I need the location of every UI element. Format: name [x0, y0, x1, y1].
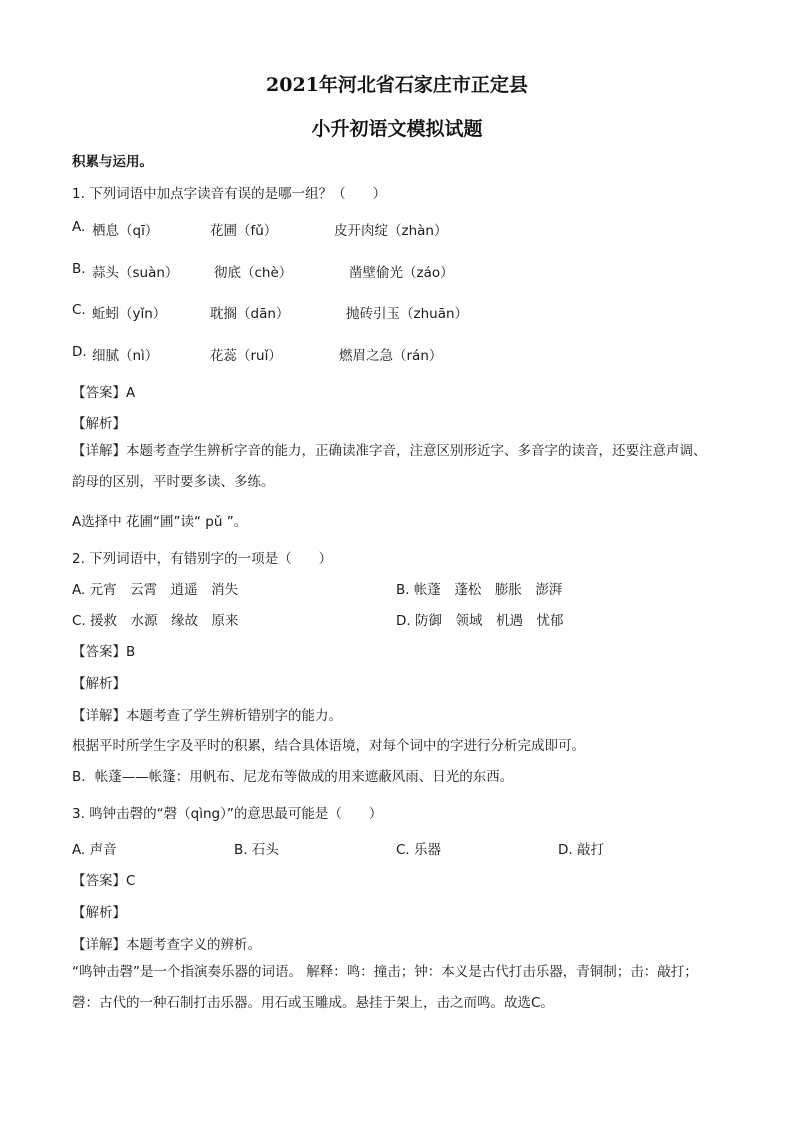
q1-option-d-label: D. — [72, 344, 87, 360]
q1-option-c-label: C. — [72, 302, 86, 318]
q1-detail-label: 【详解】 — [72, 443, 126, 459]
q1-option-c-word2: 耽搁（dān） — [210, 306, 290, 322]
q1-option-b-word2: 彻底（chè） — [214, 265, 293, 281]
q1-note: A选择中 花圃“圃”读“ pǔ ”。 — [72, 514, 248, 530]
q1-option-b-word3: 凿壁偷光（záo） — [349, 265, 454, 281]
q1-option-d-word3: 燃眉之急（rán） — [339, 348, 443, 364]
q1-option-d-word1: 细腻（nì） — [92, 348, 159, 364]
q2-para1: 根据平时所学生字及平时的积累，结合具体语境，对每个词中的字进行分析完成即可。 — [72, 738, 585, 754]
q1-detail — [72, 436, 712, 498]
q2-para2: B．帐蓬——帐篷：用帆布、尼龙布等做成的用来遮蔽风雨、日光的东西。 — [72, 769, 514, 785]
q3-option-c: C. 乐器 — [396, 842, 442, 858]
q2-option-c: C. 援救 水源 缘故 原来 — [72, 613, 239, 629]
q1-answer: 【答案】A — [72, 385, 136, 401]
q2-analysis-tag: 【解析】 — [72, 676, 126, 692]
q3-stem: 3. 鸣钟击磬的“磬（qìng）”的意思最可能是（ ） — [72, 806, 383, 822]
q2-option-a: A. 元宵 云霄 逍遥 消失 — [72, 582, 239, 598]
q3-answer: 【答案】C — [72, 873, 136, 889]
q1-stem: 1. 下列词语中加点字读音有误的是哪一组？（ ） — [72, 186, 387, 202]
q1-detail-text: 本题考查学生辨析字音的能力，正确读准字音，注意区别形近字、多音字的读音，还要注意声调、韵母的区别，平时要多读、多练。 — [72, 443, 707, 490]
q1-option-d-word2: 花蕊（ruǐ） — [210, 348, 282, 364]
doc-title-line1: 2021年河北省石家庄市正定县 — [266, 74, 528, 96]
q3-detail-label: 【详解】 — [72, 937, 126, 953]
doc-title-line2: 小升初语文模拟试题 — [311, 118, 483, 140]
q3-detail — [72, 933, 261, 953]
q3-option-b: B. 石头 — [234, 842, 279, 858]
q1-option-c-word3: 抛砖引玉（zhuān） — [346, 306, 469, 322]
q1-option-a-label: A. — [72, 219, 86, 235]
q2-detail-text: 本题考查了学生辨析错别字的能力。 — [126, 708, 342, 724]
q3-option-d: D. 敲打 — [558, 842, 604, 858]
section-heading: 积累与运用。 — [72, 154, 153, 170]
q1-option-a-word2: 花圃（fǔ） — [210, 223, 278, 239]
q1-option-b-label: B. — [72, 261, 86, 277]
q2-detail — [72, 704, 342, 724]
q1-option-a-word1: 栖息（qī） — [92, 223, 159, 239]
q1-analysis-tag: 【解析】 — [72, 416, 126, 432]
q2-stem: 2. 下列词语中，有错别字的一项是（ ） — [72, 551, 333, 567]
q2-answer: 【答案】B — [72, 644, 136, 660]
q1-option-c-word1: 蚯蚓（yǐn） — [92, 306, 167, 322]
q3-analysis-tag: 【解析】 — [72, 905, 126, 921]
q1-option-a-word3: 皮开肉绽（zhàn） — [334, 223, 448, 239]
q3-explanation: “鸣钟击磬”是一个指演奏乐器的词语。 解释：鸣：撞击；钟：本义是古代打击乐器，青铜制；击：敲打；磬：古代的一种石制打击乐器。用石或玉雕成。悬挂于架上，击之而鸣。故选C。 — [72, 964, 698, 1011]
q2-detail-label: 【详解】 — [72, 708, 126, 724]
q2-option-d: D. 防御 领域 机遇 忧郁 — [396, 613, 564, 629]
q3-detail-text: 本题考查字义的辨析。 — [126, 937, 261, 953]
q2-option-b: B. 帐蓬 蓬松 膨胀 澎湃 — [396, 582, 563, 598]
q3-option-a: A. 声音 — [72, 842, 117, 858]
q1-option-b-word1: 蒜头（suàn） — [92, 265, 179, 281]
